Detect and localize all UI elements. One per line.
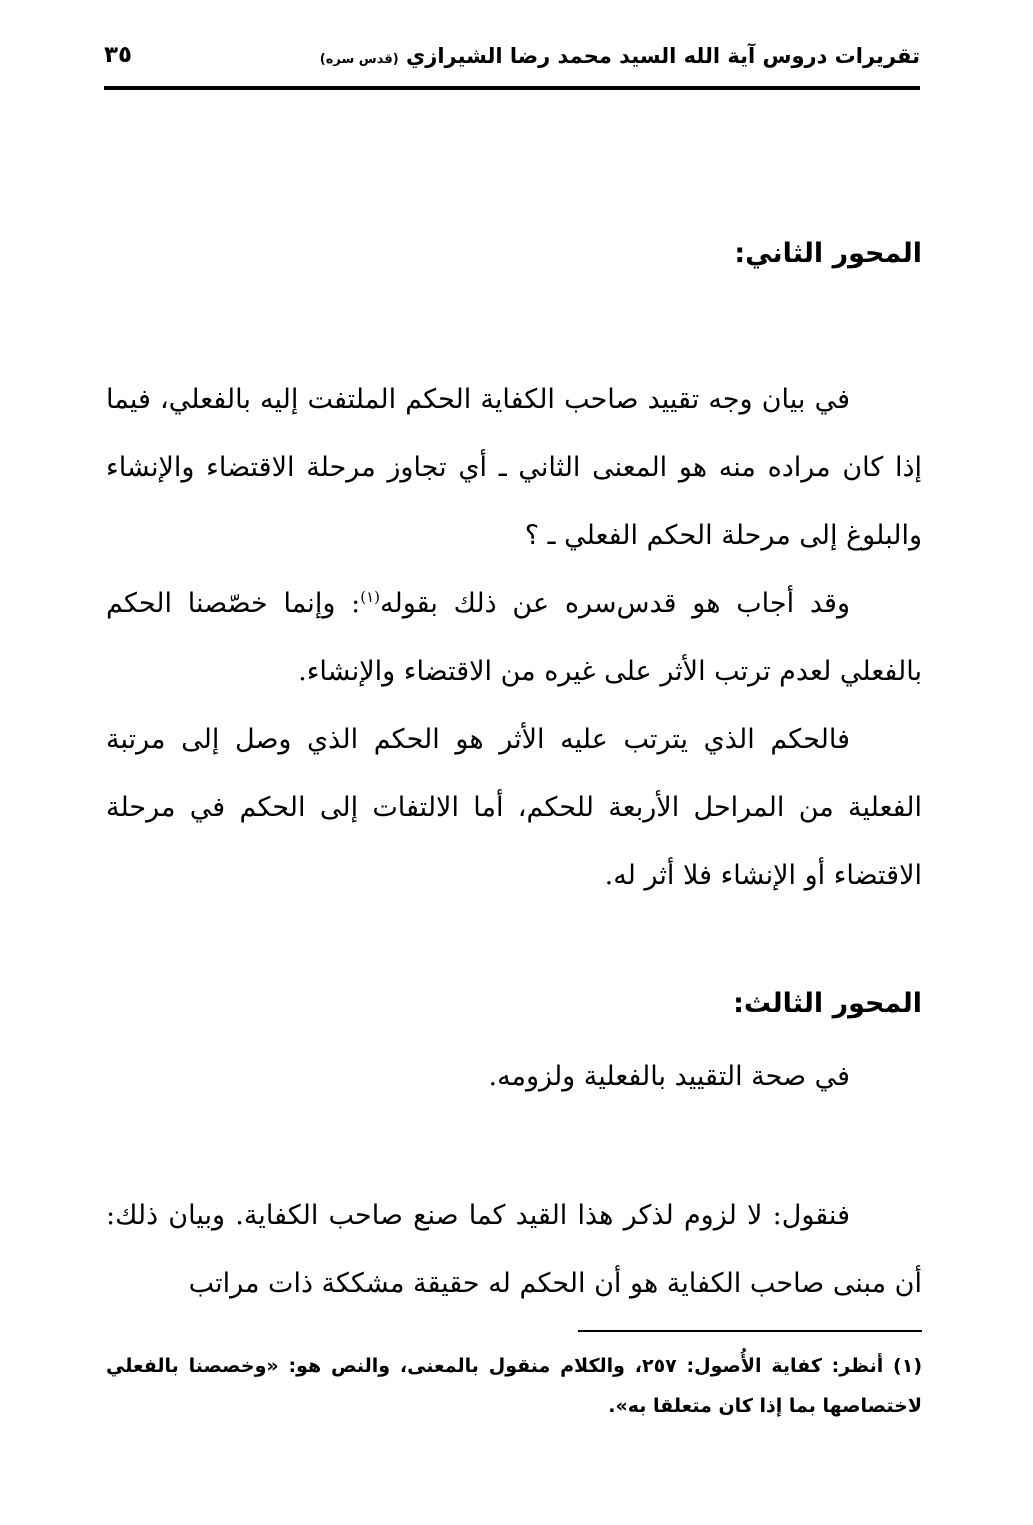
paragraph-axis-2-answer [106,570,922,706]
answer-text-end: : وإنما خصّصنا الحكم بالفعلي لعدم ترتب الأثر على غيره من الاقتضاء والإنشاء. [106,588,922,687]
running-header-title [320,44,920,68]
paragraph-axis-3-body: فنقول: لا لزوم لذكر هذا القيد كما صنع صاحب الكفاية. وبيان ذلك: أن مبنى صاحب الكفاية هو أن الحكم له حقيقة مشككة ذات مراتب [106,1200,922,1299]
answer-text-start: وقد أجاب هو قدس‌سره عن ذلك بقوله [380,588,850,619]
footnote-reference[interactable]: (١) [360,588,381,606]
footnote: (١) أنظر: كفاية الأُصول: ٢٥٧، والكلام منقول بالمعنى، والنص هو: «وخصصنا بالفعلي لاختصاصها بما إذا كان متعلقا به». [106,1355,923,1417]
running-header-text: تقريرات دروس آية الله السيد محمد رضا الشيرازي [406,44,920,68]
section-heading-axis-3: المحور الثالث: [733,988,922,1019]
paragraph-axis-2-intro: في بيان وجه تقييد صاحب الكفاية الحكم الملتفت إليه بالفعلي، فيما إذا كان مراده منه هو المعنى الثاني ـ أي تجاوز مرحلة الاقتضاء والإنشاء والبلوغ إلى مرحلة الحكم الفعلي ـ ؟ [106,384,922,551]
page-header [104,40,920,80]
paragraph-axis-3-intro: في صحة التقييد بالفعلية ولزومه. [488,1061,850,1092]
footnote-separator [578,1330,922,1332]
header-rule [104,86,920,90]
section-heading-axis-2: المحور الثاني: [734,238,922,269]
page-number: ٣٥ [104,42,133,68]
paragraph-axis-2-explanation: فالحكم الذي يترتب عليه الأثر هو الحكم الذي وصل إلى مرتبة الفعلية من المراحل الأربعة للحكم، أما الالتفات إلى الحكم في مرحلة الاقتضاء أو الإنشاء فلا أثر له. [106,724,922,891]
running-header-note: (قدس سره) [319,52,399,67]
